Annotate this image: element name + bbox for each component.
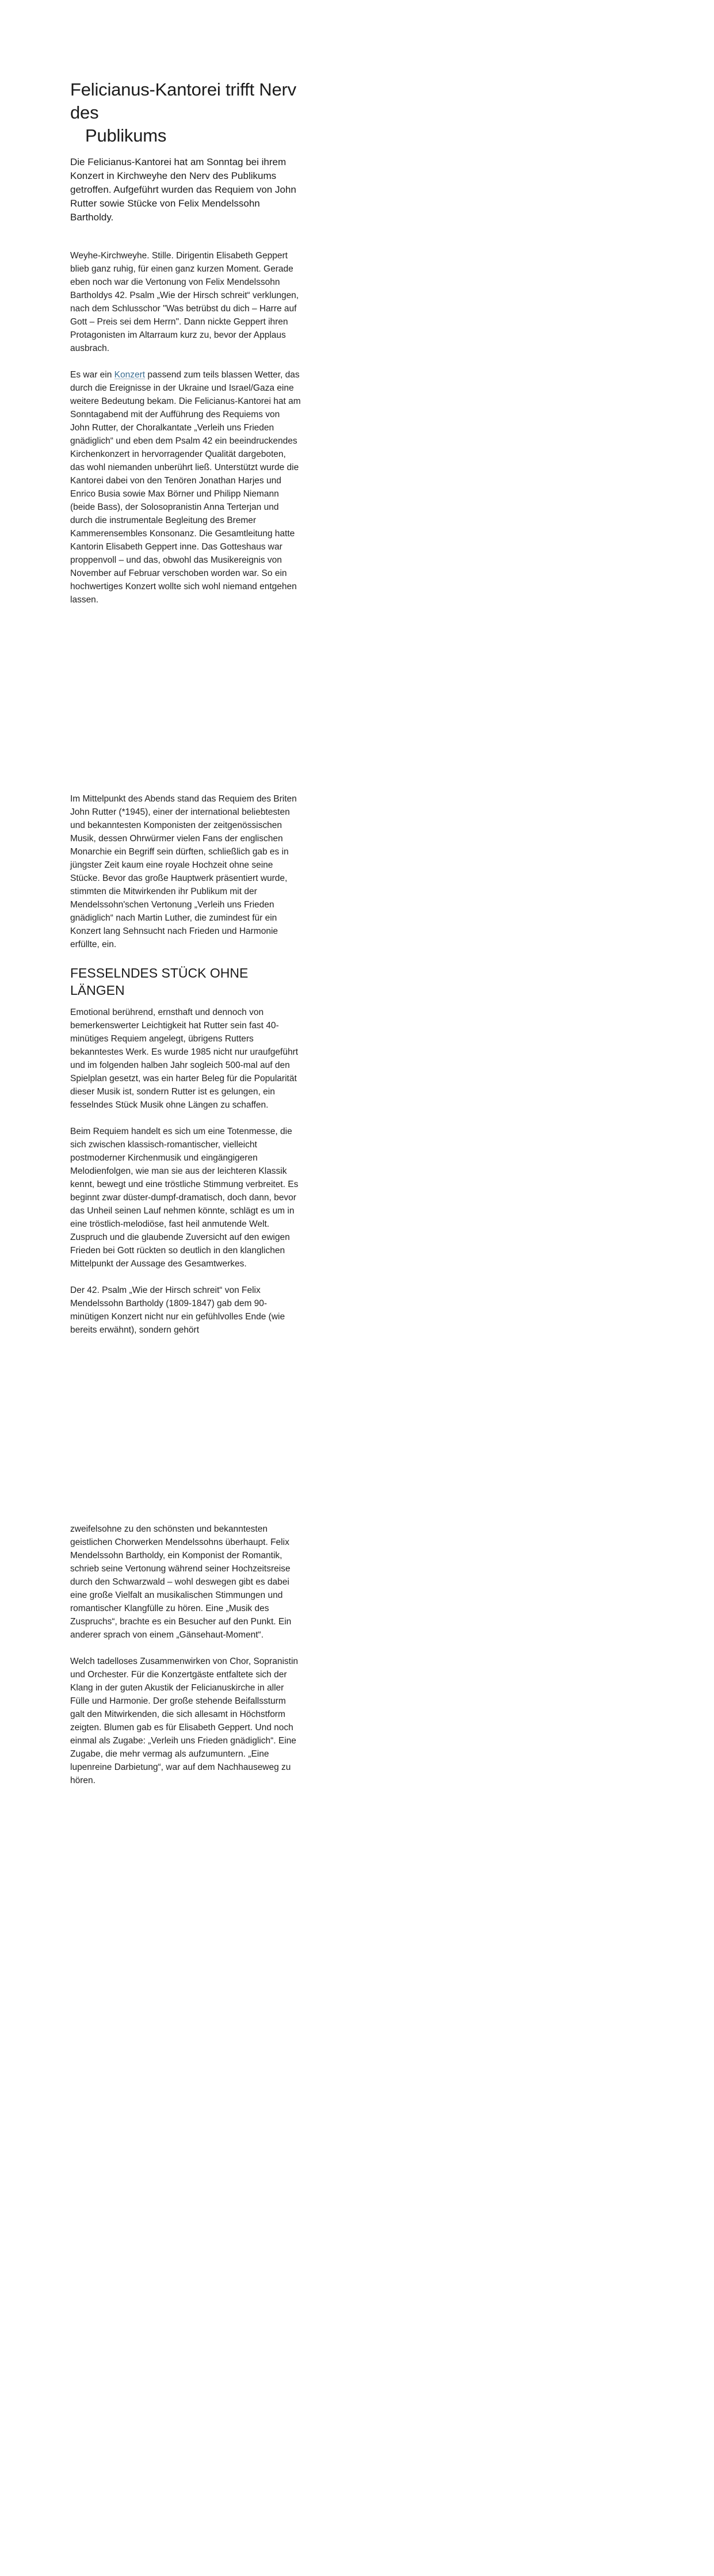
page-title — [70, 78, 301, 147]
article-paragraph-1: Weyhe-Kirchweyhe. Stille. Dirigentin Elisabeth Geppert blieb ganz ruhig, für einen ganz kurzen Moment. Gerade eben noch war die Vertonung von Felix Mendelssohn Bartholdys 42. Psalm „Wie der Hirsch schreit“ verklungen, nach dem Schlusschor "Was betrübst du dich – Harre auf Gott – Preis sei dem Herrn". Dann nickte Geppert ihren Protagonisten im Altarraum kurz zu, bevor der Applaus ausbrach. — [70, 251, 299, 353]
paragraph-2-text-before-link: Es war ein — [70, 370, 114, 380]
article-paragraph-2 — [70, 368, 301, 606]
article-container — [70, 0, 301, 1800]
article-paragraph-4: Emotional berührend, ernsthaft und dennoch von bemerkenswerter Leichtigkeit hat Rutter sein fast 40-minütiges Requiem angelegt, übrigens Rutters bekanntestes Werk. Es wurde 1985 nicht nur uraufgeführt und im folgenden halben Jahr sogleich 500-mal auf den Spielplan gesetzt, was ein harter Beleg für die Popularität dieser Musik ist, sondern Rutter ist es gelungen, ein fesselndes Stück Musik ohne Längen zu schaffen. — [70, 1007, 299, 1110]
headline-line-1: Felicianus-Kantorei trifft Nerv des — [70, 79, 296, 123]
content-gap-lower — [70, 1350, 301, 1522]
article-paragraph-7: zweifelsohne zu den schönsten und bekanntesten geistlichen Chorwerken Mendelssohns überhaupt. Felix Mendelssohn Bartholdy, ein Komponist der Romantik, schrieb seine Vertonung während seiner Hochzeitsreise durch den Schwarzwald – wohl deswegen gibt es dabei eine große Vielfalt an musikalischen Stimmungen und romantischer Klangfülle zu hören. Eine „Musik des Zuspruchs“, brachte es ein Besucher auf den Punkt. Ein anderer sprach von einem „Gänsehaut-Moment“. — [70, 1524, 292, 1640]
article-paragraph-5: Beim Requiem handelt es sich um eine Totenmesse, die sich zwischen klassisch-romantischer, vielleicht postmoderner Kirchenmusik und eingängigeren Melodienfolgen, wie man sie aus der leichteren Klassik kennt, bewegt und eine tröstliche Stimmung verbreitet. Es beginnt zwar düster-dumpf-dramatisch, doch dann, bevor das Unheil seinen Lauf nehmen könnte, schlägt es um in eine tröstlich-melodiöse, fast heil anmutende Welt. Zuspruch und die glaubende Zuversicht auf den ewigen Frieden bei Gott rückten so deutlich in den klanglichen Mittelpunkt der Aussage des Gesamtwerkes. — [70, 1127, 299, 1269]
section-heading-fesselndes-stueck: FESSELNDES STÜCK OHNE LÄNGEN — [70, 965, 249, 998]
article-paragraph-3: Im Mittelpunkt des Abends stand das Requiem des Briten John Rutter (*1945), einer der international beliebtesten und bekanntesten Komponisten der zeitgenössischen Musik, dessen Ohrwürmer vielen Fans der englischen Monarchie ein Begriff sein dürften, schließlich gab es in jüngster Zeit kaum eine royale Hochzeit ohne seine Stücke. Bevor das große Hauptwerk präsentiert wurde, stimmten die Mitwirkenden ihr Publikum mit der Mendelssohn'schen Vertonung „Verleih uns Frieden gnädiglich“ nach Martin Luther, die zumindest für ein Konzert lang Sehnsucht nach Frieden und Harmonie erfüllte, ein. — [70, 794, 297, 949]
content-gap-upper — [70, 620, 301, 792]
headline-line-2: Publikums — [85, 125, 167, 146]
paragraph-2-text-after-link: passend zum teils blassen Wetter, das durch die Ereignisse in der Ukraine und Israel/Gaza eine weitere Bedeutung bekam. Die Felicianus-Kantorei hat am Sonntagabend mit der Aufführung des Requiems von John Rutter, der Choralkantate „Verleih uns Frieden gnädiglich“ und eben dem Psalm 42 ein beeindruckendes Kirchenkonzert in hervorragender Qualität dargeboten, das wohl niemanden unberührt ließ. Unterstützt wurde die Kantorei dabei von den Tenören Jonathan Harjes und Enrico Busia sowie Max Börner und Philipp Niemann (beide Bass), der Solosopranistin Anna Terterjan und durch die instrumentale Begleitung des Bremer Kammerensembles Konsonanz. Die Gesamtleitung hatte Kantorin Elisabeth Geppert inne. Das Gotteshaus war proppenvoll – und das, obwohl das Musikereignis von November auf Februar verschoben worden war. So ein hochwertiges Konzert wollte sich wohl niemand entgehen lassen. — [70, 370, 301, 605]
article-paragraph-8: Welch tadelloses Zusammenwirken von Chor, Sopranistin und Orchester. Für die Konzertgäste entfaltete sich der Klang in der guten Akustik der Felicianuskirche in aller Fülle und Harmonie. Der große stehende Beifallssturm galt den Mitwirkenden, die sich allesamt in Höchstform zeigten. Blumen gab es für Elisabeth Geppert. Und noch einmal als Zugabe: „Verleih uns Frieden gnädiglich“. Eine Zugabe, die mehr vermag als aufzumuntern. „Eine lupenreine Darbietung“, war auf dem Nachhauseweg zu hören. — [70, 1657, 299, 1785]
headline-wrapper — [70, 0, 301, 147]
article-lede: Die Felicianus-Kantorei hat am Sonntag bei ihrem Konzert in Kirchweyhe den Nerv des Publikums getroffen. Aufgeführt wurden das Requiem von John Rutter sowie Stücke von Felix Mendelssohn Bartholdy. — [70, 157, 296, 223]
konzert-link[interactable]: Konzert — [114, 370, 146, 380]
article-paragraph-6: Der 42. Psalm „Wie der Hirsch schreit“ von Felix Mendelssohn Bartholdy (1809-1847) gab dem 90-minütigen Konzert nicht nur ein gefühlvolles Ende (wie bereits erwähnt), sondern gehört — [70, 1285, 285, 1335]
